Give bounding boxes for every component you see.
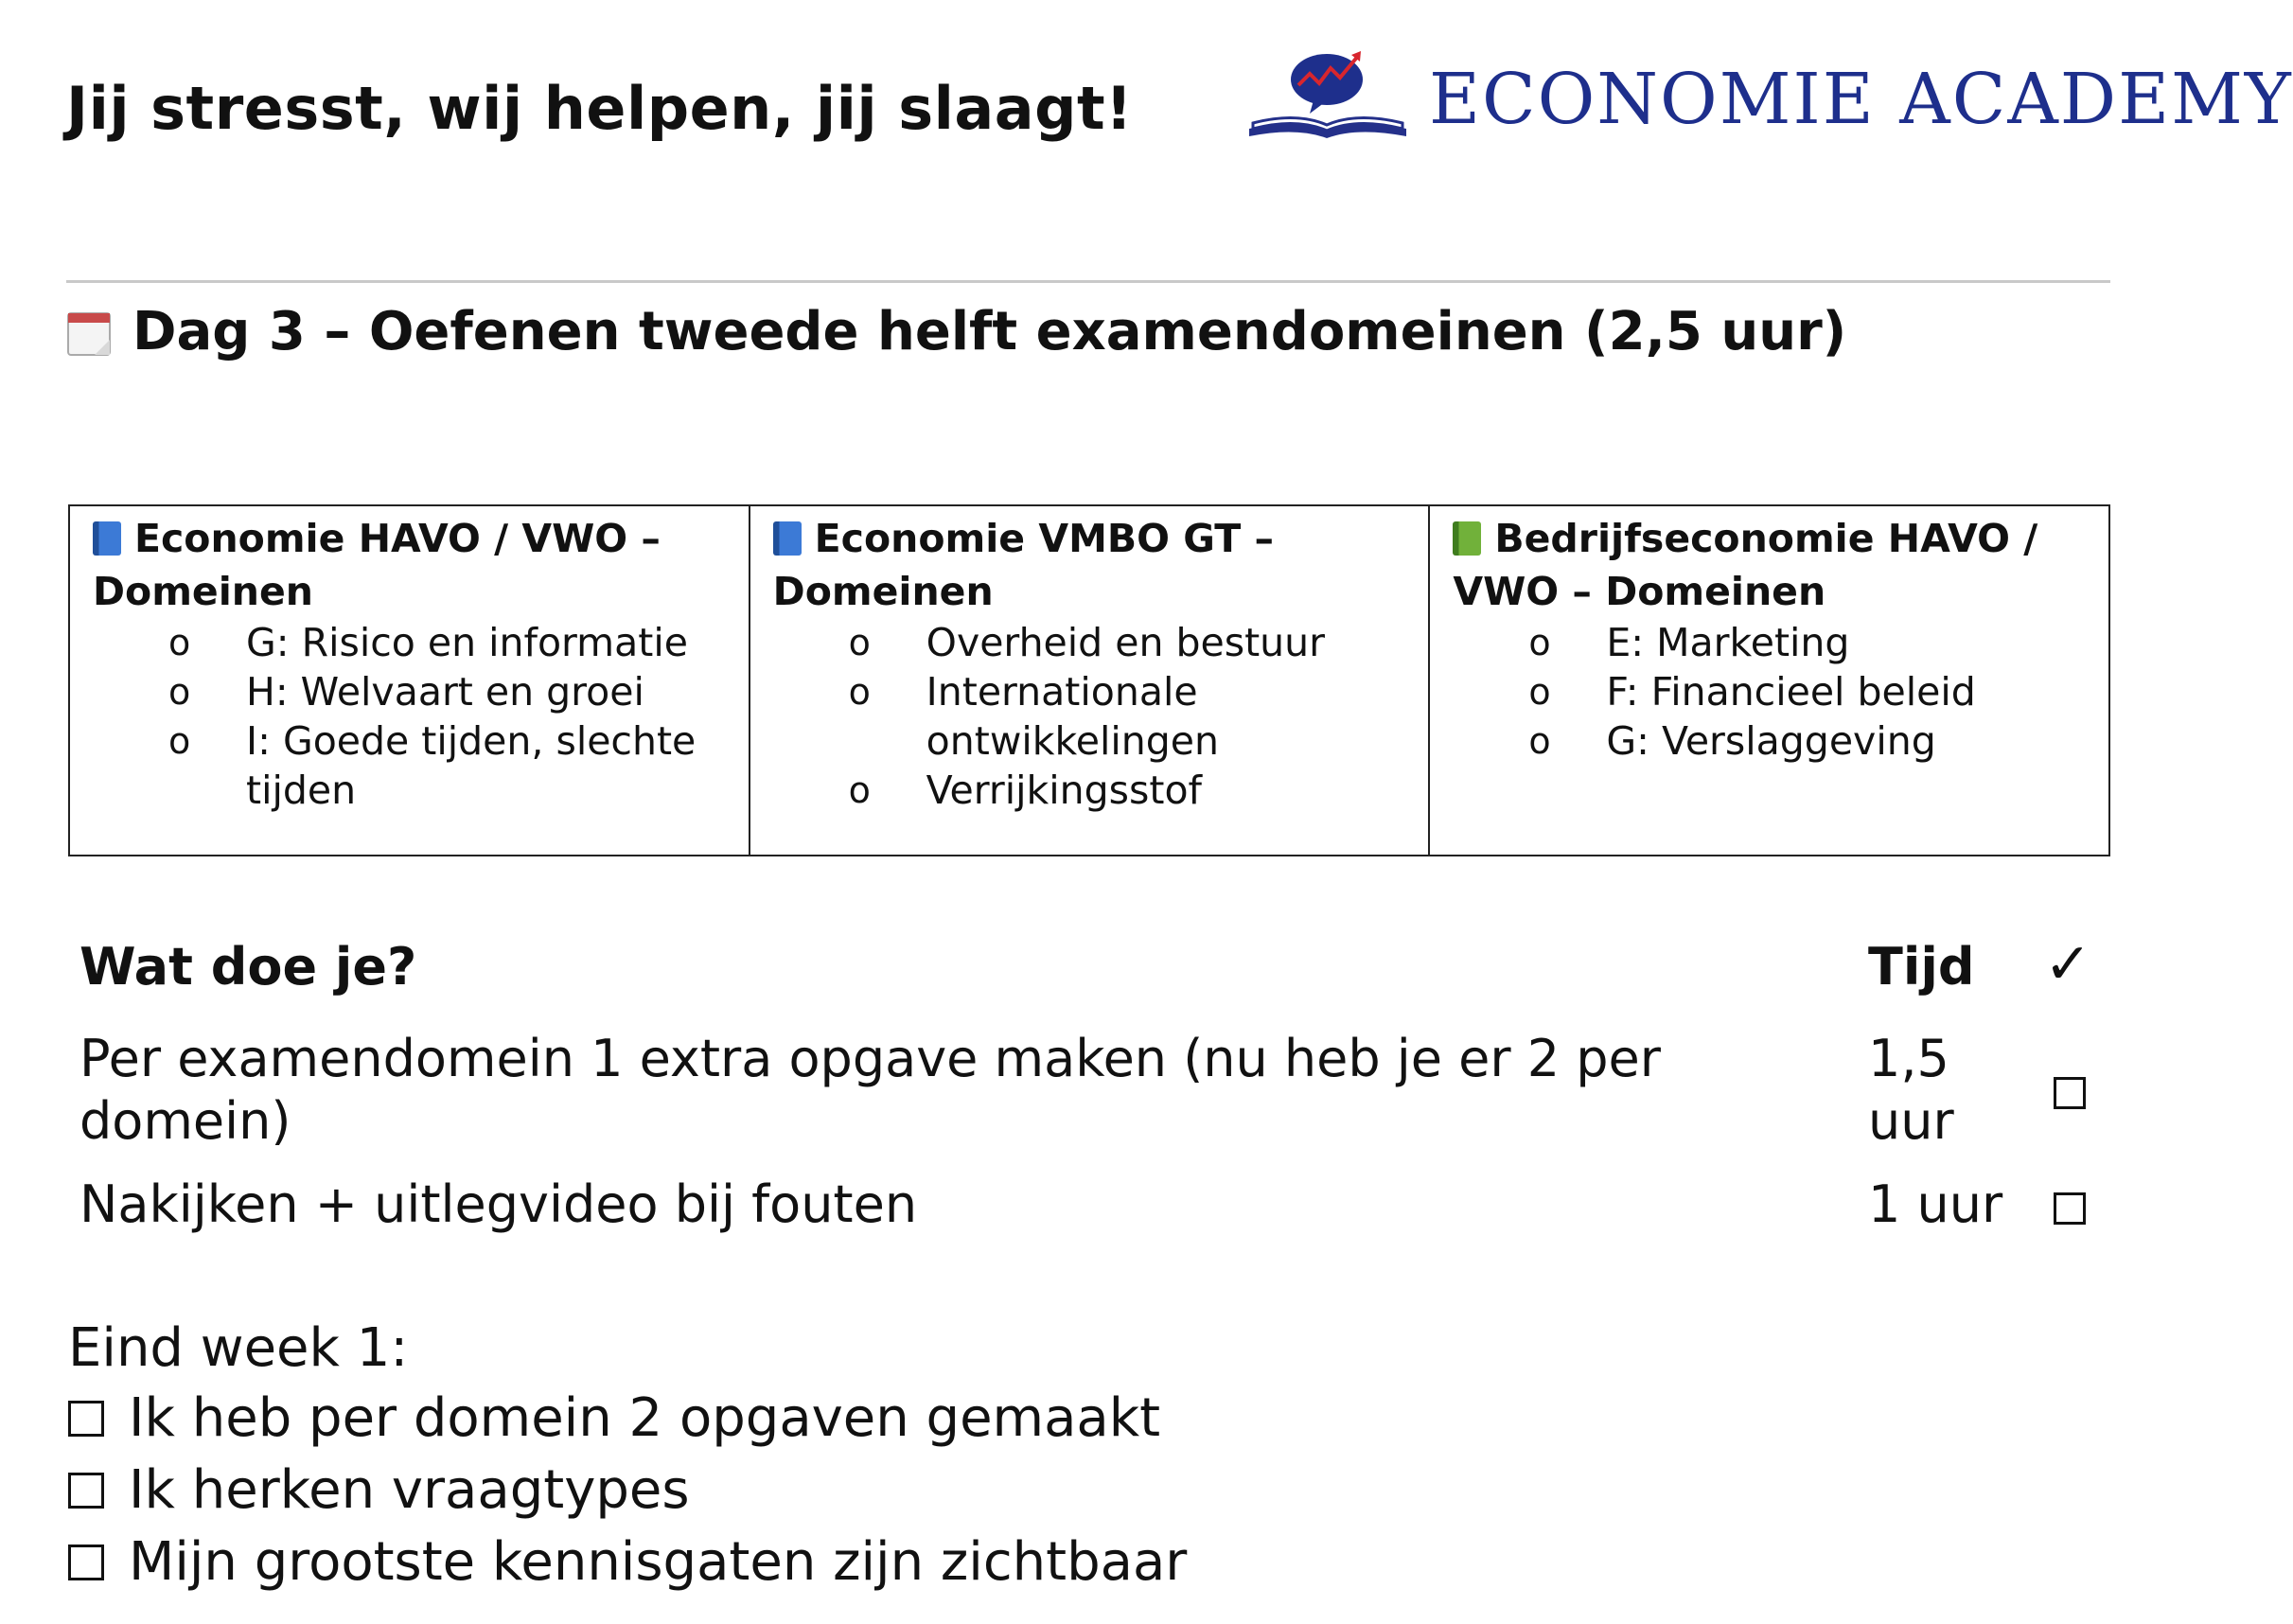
day-title: Dag 3 – Oefenen tweede helft examendomeinen (2,5 uur) bbox=[132, 301, 1847, 362]
domain-item: o Internationale ontwikkelingen bbox=[849, 667, 1408, 766]
end-week-item[interactable] bbox=[68, 1459, 690, 1521]
domain-item: o H: Welvaart en groei bbox=[168, 667, 728, 716]
domain-item: o Verrijkingsstof bbox=[849, 766, 1408, 815]
task-time: 1,5 uur bbox=[1868, 1029, 1954, 1151]
domain-list bbox=[93, 618, 728, 815]
logo-book-icon bbox=[1240, 45, 1420, 150]
check-header-icon: ✓ bbox=[2044, 931, 2092, 997]
slogan: Jij stresst, wij helpen, jij slaagt! bbox=[66, 74, 1133, 143]
domain-item: o G: Risico en informatie bbox=[168, 618, 728, 667]
domain-heading bbox=[1453, 512, 2088, 618]
domain-title: Economie HAVO / VWO – Domeinen bbox=[93, 516, 661, 614]
domain-title: Bedrijfseconomie HAVO / VWO – Domeinen bbox=[1453, 516, 2038, 614]
domain-item: o G: Verslaggeving bbox=[1528, 716, 2088, 766]
end-week-label: Mijn grootste kennisgaten zijn zichtbaar bbox=[129, 1531, 1188, 1593]
end-week-label: Ik heb per domein 2 opgaven gemaakt bbox=[129, 1387, 1161, 1449]
blue-book-icon bbox=[773, 521, 802, 556]
checkbox[interactable] bbox=[68, 1473, 104, 1509]
checkbox[interactable] bbox=[68, 1545, 104, 1580]
tasks-header-what: Wat doe je? bbox=[79, 937, 417, 997]
end-week-label: Ik herken vraagtypes bbox=[129, 1459, 690, 1521]
domain-column bbox=[70, 506, 750, 855]
task-time: 1 uur bbox=[1868, 1174, 2003, 1234]
domain-list bbox=[1453, 618, 2088, 766]
divider bbox=[66, 280, 2110, 283]
day-heading bbox=[66, 301, 1846, 362]
domain-item: o F: Financieel beleid bbox=[1528, 667, 2088, 716]
domain-column bbox=[750, 506, 1431, 855]
domain-item: o E: Marketing bbox=[1528, 618, 2088, 667]
domains-table bbox=[68, 504, 2110, 856]
domain-item: o I: Goede tijden, slechte tijden bbox=[168, 716, 728, 815]
domain-title: Economie VMBO GT – Domeinen bbox=[772, 516, 1274, 614]
end-week-title: Eind week 1: bbox=[68, 1317, 409, 1379]
economie-academy-logo bbox=[1230, 45, 2293, 150]
domain-heading bbox=[93, 512, 728, 618]
task-checkbox[interactable] bbox=[2054, 1077, 2086, 1109]
domain-item: o Overheid en bestuur bbox=[849, 618, 1408, 667]
calendar-icon bbox=[66, 309, 112, 356]
logo-text: ECONOMIE ACADEMY bbox=[1429, 59, 2293, 140]
domain-heading bbox=[773, 512, 1408, 618]
task-description: Nakijken + uitlegvideo bij fouten bbox=[79, 1174, 918, 1234]
end-week-item[interactable] bbox=[68, 1531, 1187, 1593]
blue-book-icon bbox=[93, 521, 121, 556]
domain-list bbox=[773, 618, 1408, 815]
task-checkbox[interactable] bbox=[2054, 1192, 2086, 1225]
domain-column bbox=[1430, 506, 2108, 855]
task-description: Per examendomein 1 extra opgave maken (nu heb je er 2 per domein) bbox=[79, 1029, 1661, 1151]
checkbox[interactable] bbox=[68, 1401, 104, 1437]
end-week-item[interactable] bbox=[68, 1387, 1160, 1449]
green-book-icon bbox=[1453, 521, 1481, 556]
tasks-header-time: Tijd bbox=[1868, 937, 1975, 997]
